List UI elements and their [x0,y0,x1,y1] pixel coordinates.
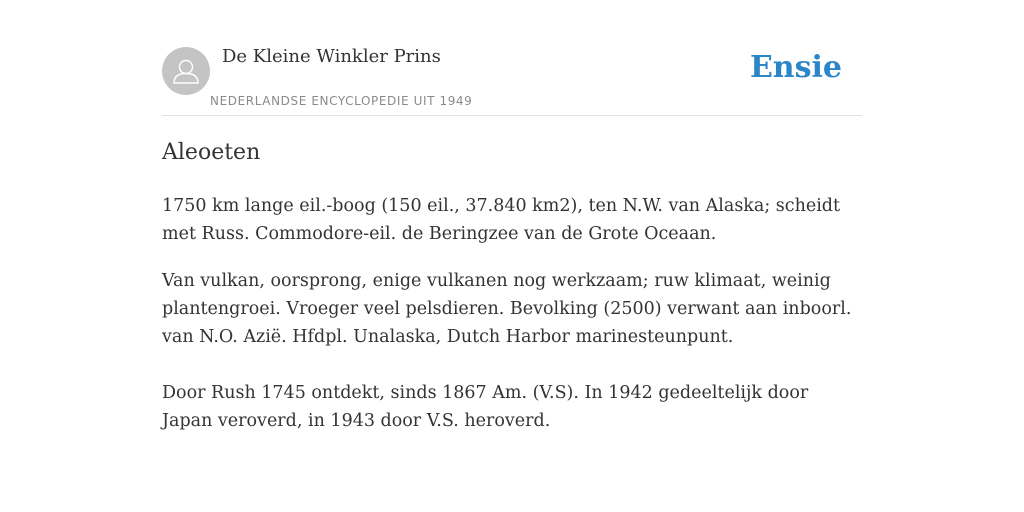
header [162,0,862,116]
user-icon [162,47,210,95]
ensie-logo-link[interactable]: Ensie [749,50,842,85]
article-body [162,192,862,435]
author-avatar[interactable] [162,47,210,95]
encyclopedia-subtitle: NEDERLANDSE ENCYCLOPEDIE UIT 1949 [210,94,473,108]
article-paragraph: Door Rush 1745 ontdekt, sinds 1867 Am. (V.S). In 1942 gedeeltelijk door Japan veroverd, in 1943 door V.S. heroverd. [162,383,809,431]
article-title: Aleoeten [162,140,261,165]
article-paragraph: 1750 km lange eil.-boog (150 eil., 37.840 km2), ten N.W. van Alaska; scheidt met Russ. Commodore-eil. de Beringzee van de Grote Oceaan. [162,196,841,244]
article-paragraph: Van vulkan, oorsprong, enige vulkanen nog werkzaam; ruw klimaat, weinig plantengroei. Vroeger veel pelsdieren. Bevolking (2500) verwant aan inboorl. van N.O. Azië. Hfdpl. Unalaska, Dutch Harbor marinesteunpunt. [162,271,852,347]
author-name[interactable]: De Kleine Winkler Prins [222,46,441,67]
page-container [162,0,862,431]
